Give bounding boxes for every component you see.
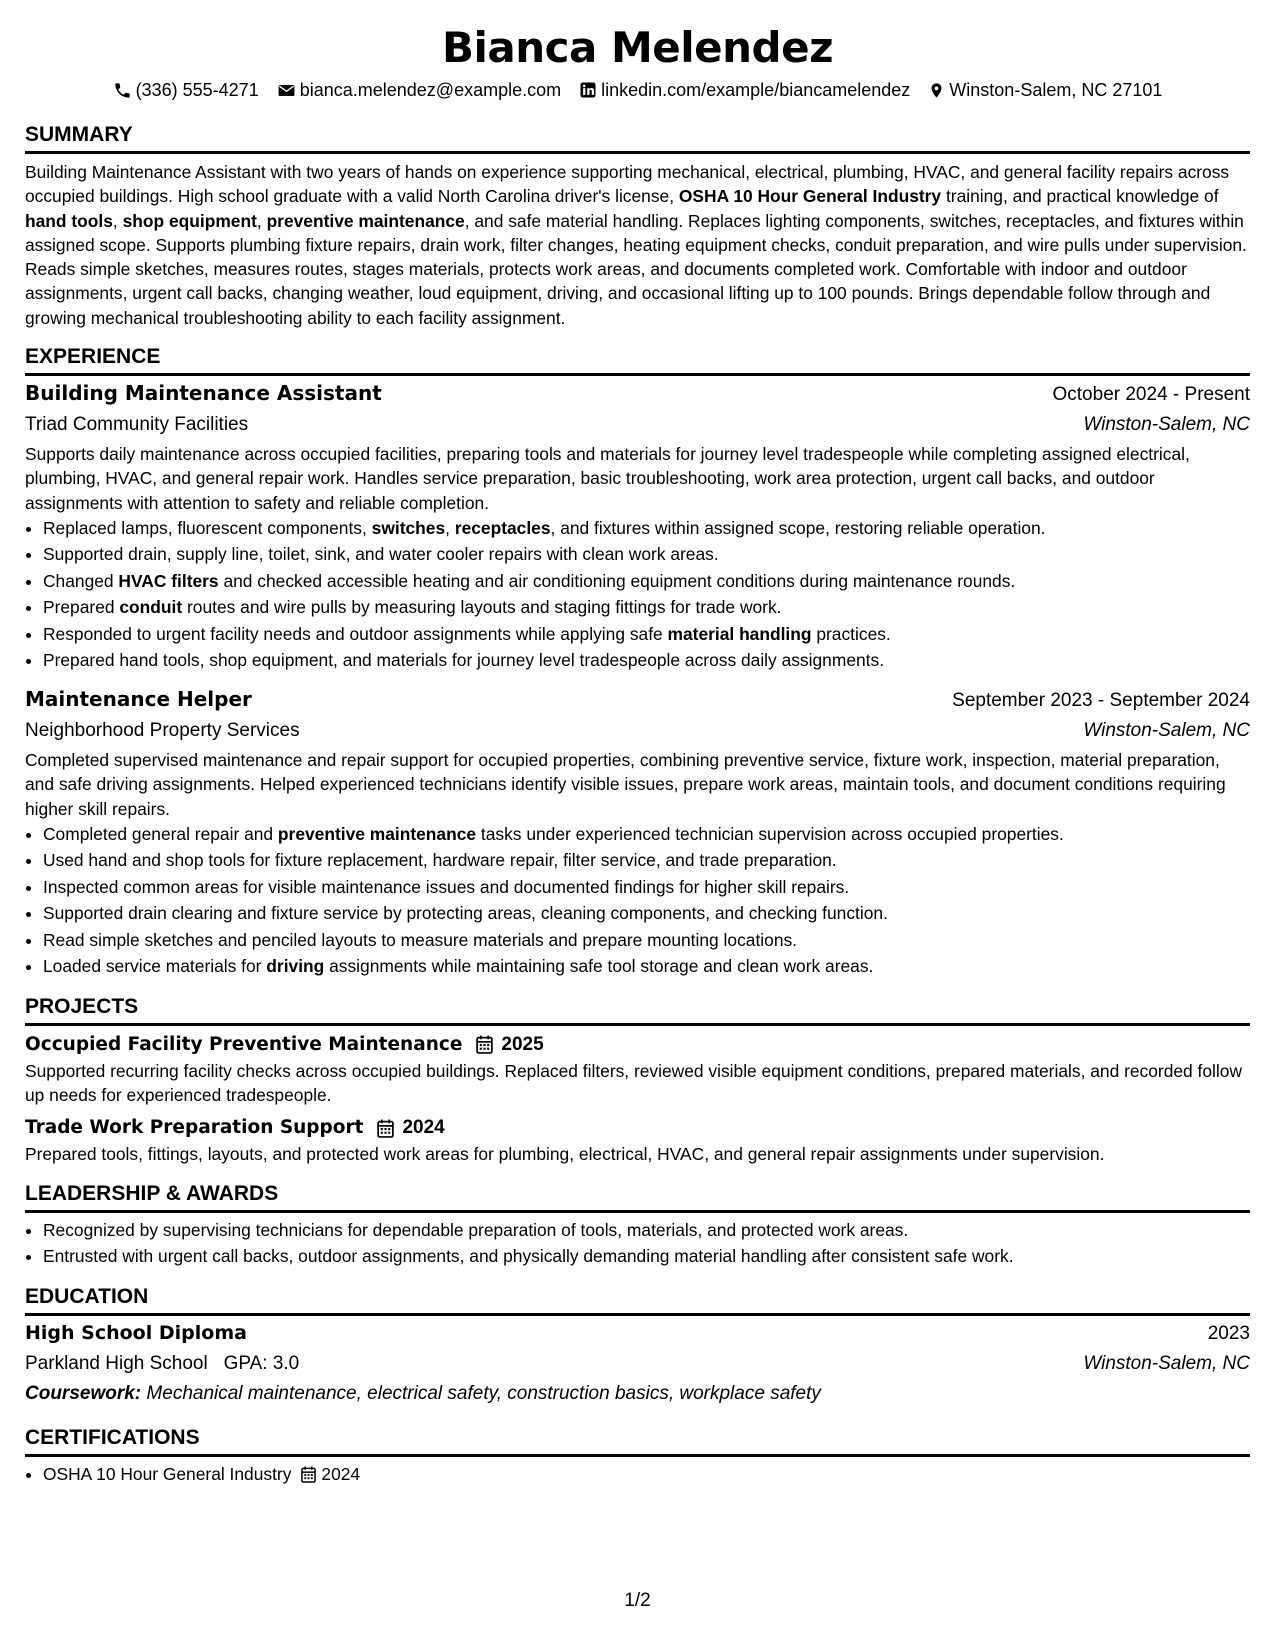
job-header <box>25 378 1250 410</box>
summary-text <box>25 160 1250 330</box>
job-company: Triad Community Facilities <box>25 414 249 436</box>
project-entry <box>25 1114 1250 1166</box>
leadership-list <box>25 1217 1250 1270</box>
bullet-text: Supported drain, supply line, toilet, sink, and water cooler repairs with clean work areas. <box>43 544 719 565</box>
leadership-section <box>25 1181 1250 1270</box>
job-description: Completed supervised maintenance and repair support for occupied properties, combining preventive service, fixture work, inspection, material preparation, and safe driving assignments. Helped experienced technicians identify visible issues, prepare work areas, maintain tools, and document conditions requiring higher skill repairs. <box>25 749 1226 819</box>
bullet-text: Inspected common areas for visible maintenance issues and documented findings for higher skill repairs. <box>43 876 850 897</box>
project-date <box>377 1117 444 1139</box>
contact-email[interactable] <box>277 78 561 102</box>
calendar-icon <box>377 1119 394 1138</box>
map-pin-icon <box>928 81 945 100</box>
envelope-icon <box>277 81 296 100</box>
project-description: Supported recurring facility checks across occupied buildings. Replaced filters, reviewed visible equipment conditions, prepared materials, and recorded follow up needs for experienced tradespeople. <box>25 1060 1243 1106</box>
summary-part: training, and practical knowledge of <box>941 186 1219 207</box>
education-location: Winston-Salem, NC <box>1083 1352 1250 1374</box>
summary-bold: shop equipment <box>122 210 257 231</box>
job-entry <box>25 684 1250 980</box>
bullet-bold: HVAC filters <box>118 570 219 591</box>
summary-part: , <box>256 210 267 231</box>
bullet-text: Read simple sketches and penciled layouts to measure materials and prepare mounting locations. <box>43 929 798 950</box>
bullet-text: practices. <box>811 623 891 644</box>
candidate-name: Bianca Melendez <box>441 23 834 72</box>
bullet-bold: switches <box>371 517 446 538</box>
linkedin-text: linkedin.com/example/biancamelendez <box>601 80 911 100</box>
job-org-line <box>25 410 1250 440</box>
coursework-text: Mechanical maintenance, electrical safety, construction basics, workplace safety <box>146 1382 821 1404</box>
bullet-text: Prepared <box>43 597 120 618</box>
summary-part: , <box>112 210 123 231</box>
job-location: Winston-Salem, NC <box>1083 719 1250 741</box>
bullet-text: Responded to urgent facility needs and outdoor assignments while applying safe <box>43 623 668 644</box>
education-org-line <box>25 1349 1250 1379</box>
projects-heading: PROJECTS <box>25 994 1250 1026</box>
calendar-icon <box>301 1466 316 1483</box>
resume-page <box>25 22 1250 1487</box>
bullet-text: routes and wire pulls by measuring layouts and staging fittings for trade work. <box>182 597 782 618</box>
certifications-list <box>25 1461 1250 1488</box>
bullet-text: Replaced lamps, fluorescent components, <box>43 517 372 538</box>
phone-text: (336) 555-4271 <box>135 80 259 100</box>
certifications-heading: CERTIFICATIONS <box>25 1425 1250 1457</box>
project-name: Trade Work Preparation Support <box>25 1117 364 1139</box>
list-item <box>43 568 1250 595</box>
gpa: GPA: 3.0 <box>223 1352 300 1374</box>
job-bullets <box>25 821 1250 980</box>
contact-phone[interactable] <box>113 78 259 102</box>
bullet-bold: driving <box>266 956 325 977</box>
bullet-text: Prepared hand tools, shop equipment, and materials for journey level tradespeople across daily assignments. <box>43 650 885 671</box>
summary-bold: preventive maintenance <box>266 210 465 231</box>
location-text: Winston-Salem, NC 27101 <box>949 80 1163 100</box>
job-org-line <box>25 716 1250 746</box>
project-header <box>25 1031 1250 1059</box>
certification-name: • OSHA 10 Hour General Industry <box>43 1463 292 1484</box>
project-year: 2024 <box>402 1117 445 1139</box>
email-text: bianca.melendez@example.com <box>299 80 562 100</box>
school-line <box>25 1349 299 1379</box>
bullet-text: Loaded service materials for <box>43 956 267 977</box>
job-bullets <box>25 515 1250 674</box>
project-entry <box>25 1031 1250 1108</box>
education-section <box>25 1284 1250 1409</box>
job-dates: September 2023 - September 2024 <box>952 689 1250 711</box>
project-header <box>25 1114 1250 1142</box>
bullet-text: Completed general repair and <box>43 823 278 844</box>
project-date <box>476 1034 543 1056</box>
certification-date <box>301 1461 360 1488</box>
bullet-text: and checked accessible heating and air conditioning equipment conditions during maintenance rounds. <box>218 570 1016 591</box>
bullet-text: Supported drain clearing and fixture service by protecting areas, cleaning components, and checking function. <box>43 903 888 924</box>
bullet-text: , <box>445 517 455 538</box>
job-title: Building Maintenance Assistant <box>25 381 382 406</box>
bullet-bold: material handling <box>667 623 812 644</box>
list-item <box>43 647 1250 674</box>
bullet-text: , and fixtures within assigned scope, restoring reliable operation. <box>550 517 1046 538</box>
list-item <box>43 1461 1250 1488</box>
contact-location <box>928 78 1162 102</box>
list-item <box>43 900 1250 927</box>
list-item <box>43 821 1250 848</box>
job-dates: October 2024 - Present <box>1052 384 1250 406</box>
page-number: 1/2 <box>624 1590 651 1611</box>
bullet-text: tasks under experienced technician supervision across occupied properties. <box>476 823 1064 844</box>
list-item <box>43 515 1250 542</box>
job-entry <box>25 378 1250 674</box>
phone-icon <box>113 81 132 100</box>
list-item <box>43 541 1250 568</box>
contact-linkedin[interactable] <box>579 78 910 102</box>
bullet-bold: conduit <box>119 597 183 618</box>
list-item: • Entrusted with urgent call backs, outdoor assignments, and physically demanding material handling after consistent safe work. <box>43 1243 1250 1270</box>
school-name: Parkland High School <box>25 1352 208 1374</box>
contact-bar <box>25 78 1250 102</box>
education-header <box>25 1318 1250 1349</box>
education-year: 2023 <box>1207 1322 1250 1344</box>
project-description: Prepared tools, fittings, layouts, and protected work areas for plumbing, electrical, HVAC, and general repair assignments under supervision. <box>25 1144 1105 1165</box>
list-item <box>43 594 1250 621</box>
project-name: Occupied Facility Preventive Maintenance <box>25 1033 463 1055</box>
list-item: • Recognized by supervising technicians for dependable preparation of tools, materials, and protected work areas. <box>43 1217 1250 1244</box>
bullet-bold: receptacles <box>454 517 551 538</box>
project-year: 2025 <box>501 1033 544 1055</box>
summary-section <box>25 122 1250 330</box>
list-item <box>43 927 1250 954</box>
list-item <box>43 953 1250 980</box>
job-header <box>25 684 1250 716</box>
experience-heading: EXPERIENCE <box>25 344 1250 376</box>
job-location: Winston-Salem, NC <box>1083 414 1250 436</box>
bullet-text: Used hand and shop tools for fixture replacement, hardware repair, filter service, and trade preparation. <box>43 850 837 871</box>
coursework-line <box>25 1379 1250 1409</box>
list-item <box>43 621 1250 648</box>
bullet-text: assignments while maintaining safe tool storage and clean work areas. <box>324 956 874 977</box>
certification-year: 2024 <box>321 1463 361 1484</box>
summary-heading: SUMMARY <box>25 122 1250 154</box>
summary-bold: hand tools <box>25 210 113 231</box>
job-title: Maintenance Helper <box>25 686 252 711</box>
bullet-bold: preventive maintenance <box>277 823 477 844</box>
certifications-section <box>25 1425 1250 1488</box>
job-description: Supports daily maintenance across occupied facilities, preparing tools and materials for journey level tradespeople while completing assigned electrical, plumbing, HVAC, and general repair work. Handles service preparation, basic troubleshooting, work area protection, urgent call backs, and outdoor assignments with attention to safety and reliable completion. <box>25 444 1190 513</box>
summary-part: Building Maintenance Assistant with two years of hands on experience supporting mechanical, electrical, plumbing, HVAC, and general facility repairs across occupied buildings. High school graduate with a valid North Carolina driver's license, <box>25 162 1230 207</box>
bullet-text: Changed <box>43 570 119 591</box>
projects-section <box>25 994 1250 1167</box>
list-item <box>43 874 1250 901</box>
education-heading: EDUCATION <box>25 1284 1250 1316</box>
calendar-icon <box>476 1035 493 1054</box>
summary-part: , and safe material handling. Replaces lighting components, switches, receptacles, and fixtures within assigned scope. Supports plumbing fixture repairs, drain work, filter changes, heating equipment checks, conduit preparation, and wire pulls under supervision. Reads simple sketches, measures routes, stages materials, protects work areas, and documents completed work. Comfortable with indoor and outdoor assignments, urgent call backs, changing weather, loud equipment, driving, and occasional lifting up to 100 pounds. Brings dependable follow through and growing mechanical troubleshooting ability to each facility assignment. <box>25 210 1247 328</box>
certification-entry <box>43 1461 1250 1488</box>
list-item <box>43 847 1250 874</box>
leadership-heading: LEADERSHIP & AWARDS <box>25 1181 1250 1213</box>
experience-section <box>25 344 1250 980</box>
job-company: Neighborhood Property Services <box>25 719 300 741</box>
coursework-label: Coursework: <box>25 1382 142 1404</box>
linkedin-icon <box>579 81 597 99</box>
summary-bold: OSHA 10 Hour General Industry <box>678 186 942 207</box>
degree: High School Diploma <box>25 1321 247 1344</box>
